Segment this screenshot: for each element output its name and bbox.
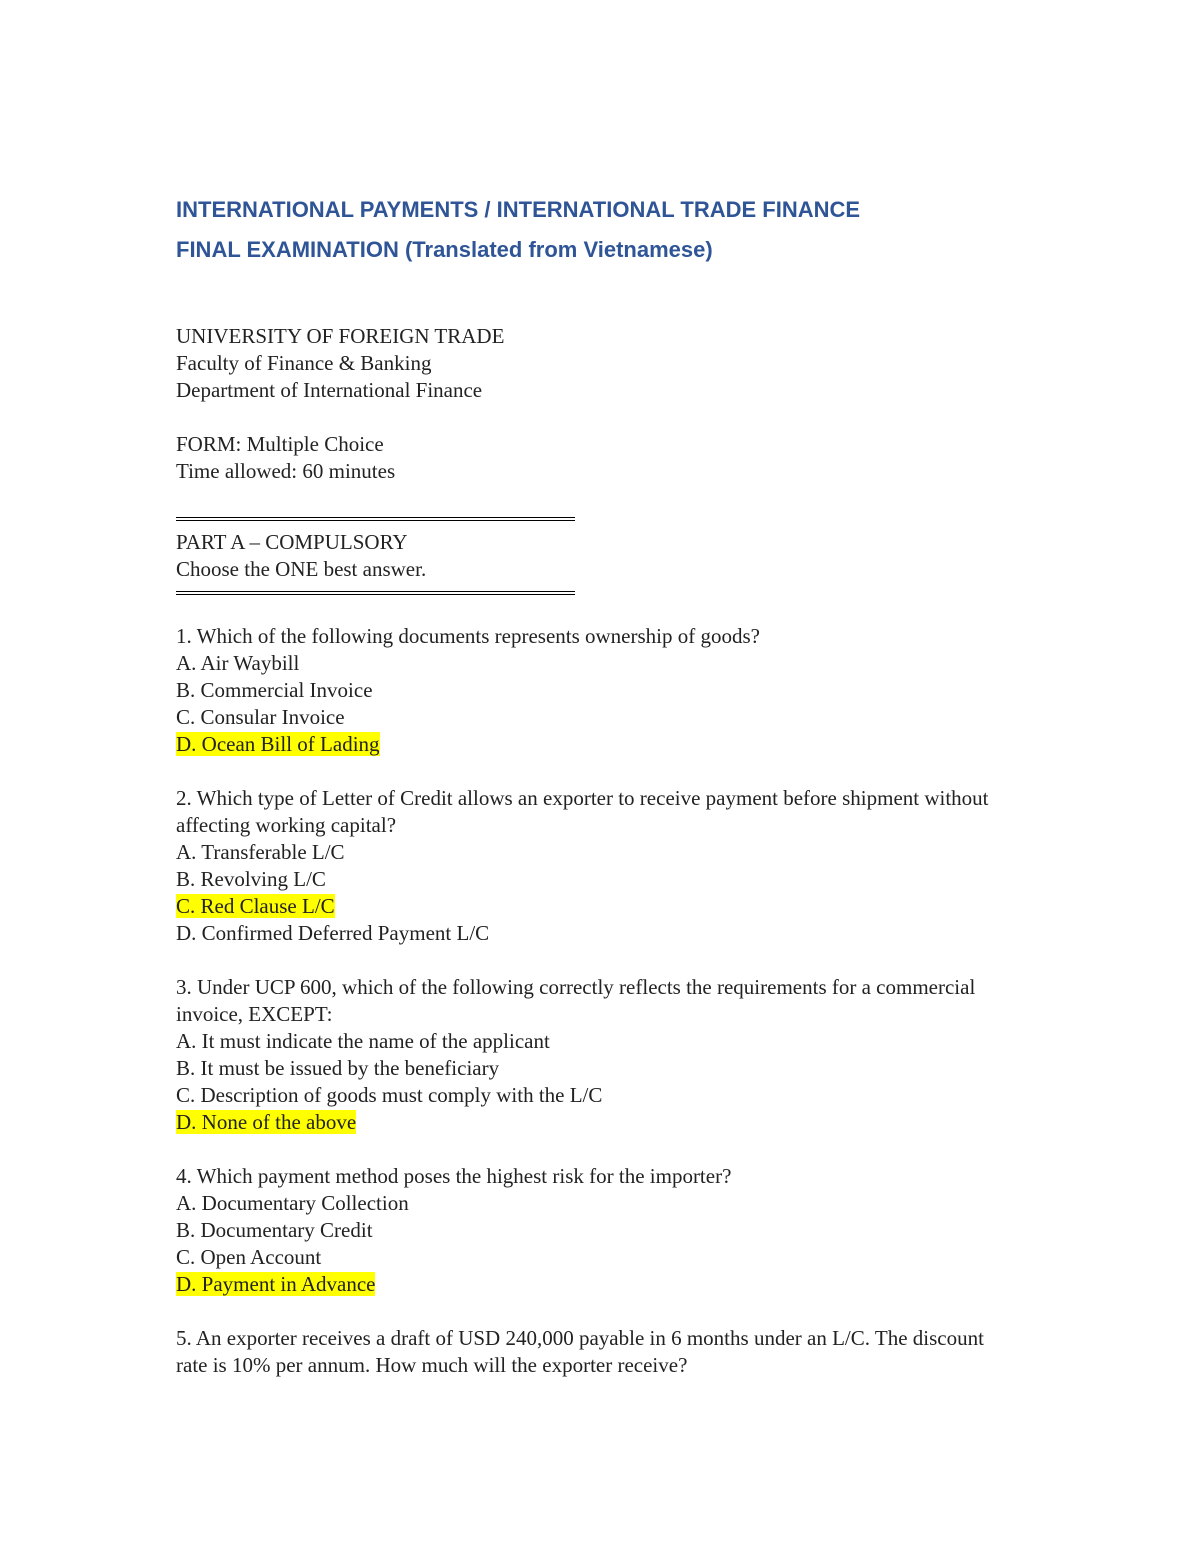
answer-highlight: D. Ocean Bill of Lading	[176, 732, 380, 756]
question-5	[176, 1325, 1036, 1379]
question-1	[176, 623, 1036, 758]
university-name: UNIVERSITY OF FOREIGN TRADE	[176, 324, 505, 348]
option-c: C. Description of goods must comply with the L/C	[176, 1083, 603, 1107]
option-a: A. Transferable L/C	[176, 840, 345, 864]
question-3	[176, 974, 1036, 1136]
option-a: A. It must indicate the name of the applicant	[176, 1029, 550, 1053]
part-header	[176, 529, 1036, 583]
department-name: Department of International Finance	[176, 378, 483, 402]
exam-time: Time allowed: 60 minutes	[176, 459, 396, 483]
question-2	[176, 785, 1036, 947]
option-a: A. Documentary Collection	[176, 1191, 409, 1215]
part-title: PART A – COMPULSORY	[176, 530, 408, 554]
faculty-name: Faculty of Finance & Banking	[176, 351, 432, 375]
question-text: 4. Which payment method poses the highest risk for the importer?	[176, 1164, 732, 1188]
option-b: B. Revolving L/C	[176, 867, 326, 891]
part-instruction: Choose the ONE best answer.	[176, 557, 427, 581]
option-b: B. It must be issued by the beneficiary	[176, 1056, 500, 1080]
question-text: 5. An exporter receives a draft of USD 240,000 payable in 6 months under an L/C. The discount rate is 10% per annum. How much will the exporter receive?	[176, 1326, 984, 1377]
exam-info-block	[176, 431, 1036, 485]
option-c: C. Consular Invoice	[176, 705, 345, 729]
question-text: 2. Which type of Letter of Credit allows an exporter to receive payment before shipment without affecting working capital?	[176, 786, 989, 837]
option-c: C. Open Account	[176, 1245, 322, 1269]
option-b: B. Documentary Credit	[176, 1218, 373, 1242]
answer-highlight: D. None of the above	[176, 1110, 357, 1134]
title-line-2: FINAL EXAMINATION (Translated from Vietnamese)	[176, 237, 713, 262]
divider-bottom	[176, 583, 575, 603]
title-line-1: INTERNATIONAL PAYMENTS / INTERNATIONAL TRADE FINANCE	[176, 197, 861, 222]
option-d: D. Confirmed Deferred Payment L/C	[176, 921, 490, 945]
option-a: A. Air Waybill	[176, 651, 300, 675]
document-content	[176, 190, 1036, 1379]
divider-top	[176, 509, 575, 529]
option-b: B. Commercial Invoice	[176, 678, 373, 702]
question-text: 1. Which of the following documents represents ownership of goods?	[176, 624, 760, 648]
option-d-answer	[176, 1271, 1036, 1298]
answer-highlight: C. Red Clause L/C	[176, 894, 335, 918]
option-d-answer	[176, 1109, 1036, 1136]
question-text: 3. Under UCP 600, which of the following correctly reflects the requirements for a commercial invoice, EXCEPT:	[176, 975, 976, 1026]
institution-block	[176, 323, 1036, 404]
exam-form: FORM: Multiple Choice	[176, 432, 384, 456]
answer-highlight: D. Payment in Advance	[176, 1272, 376, 1296]
question-4	[176, 1163, 1036, 1298]
option-d-answer	[176, 731, 1036, 758]
option-c-answer	[176, 893, 1036, 920]
